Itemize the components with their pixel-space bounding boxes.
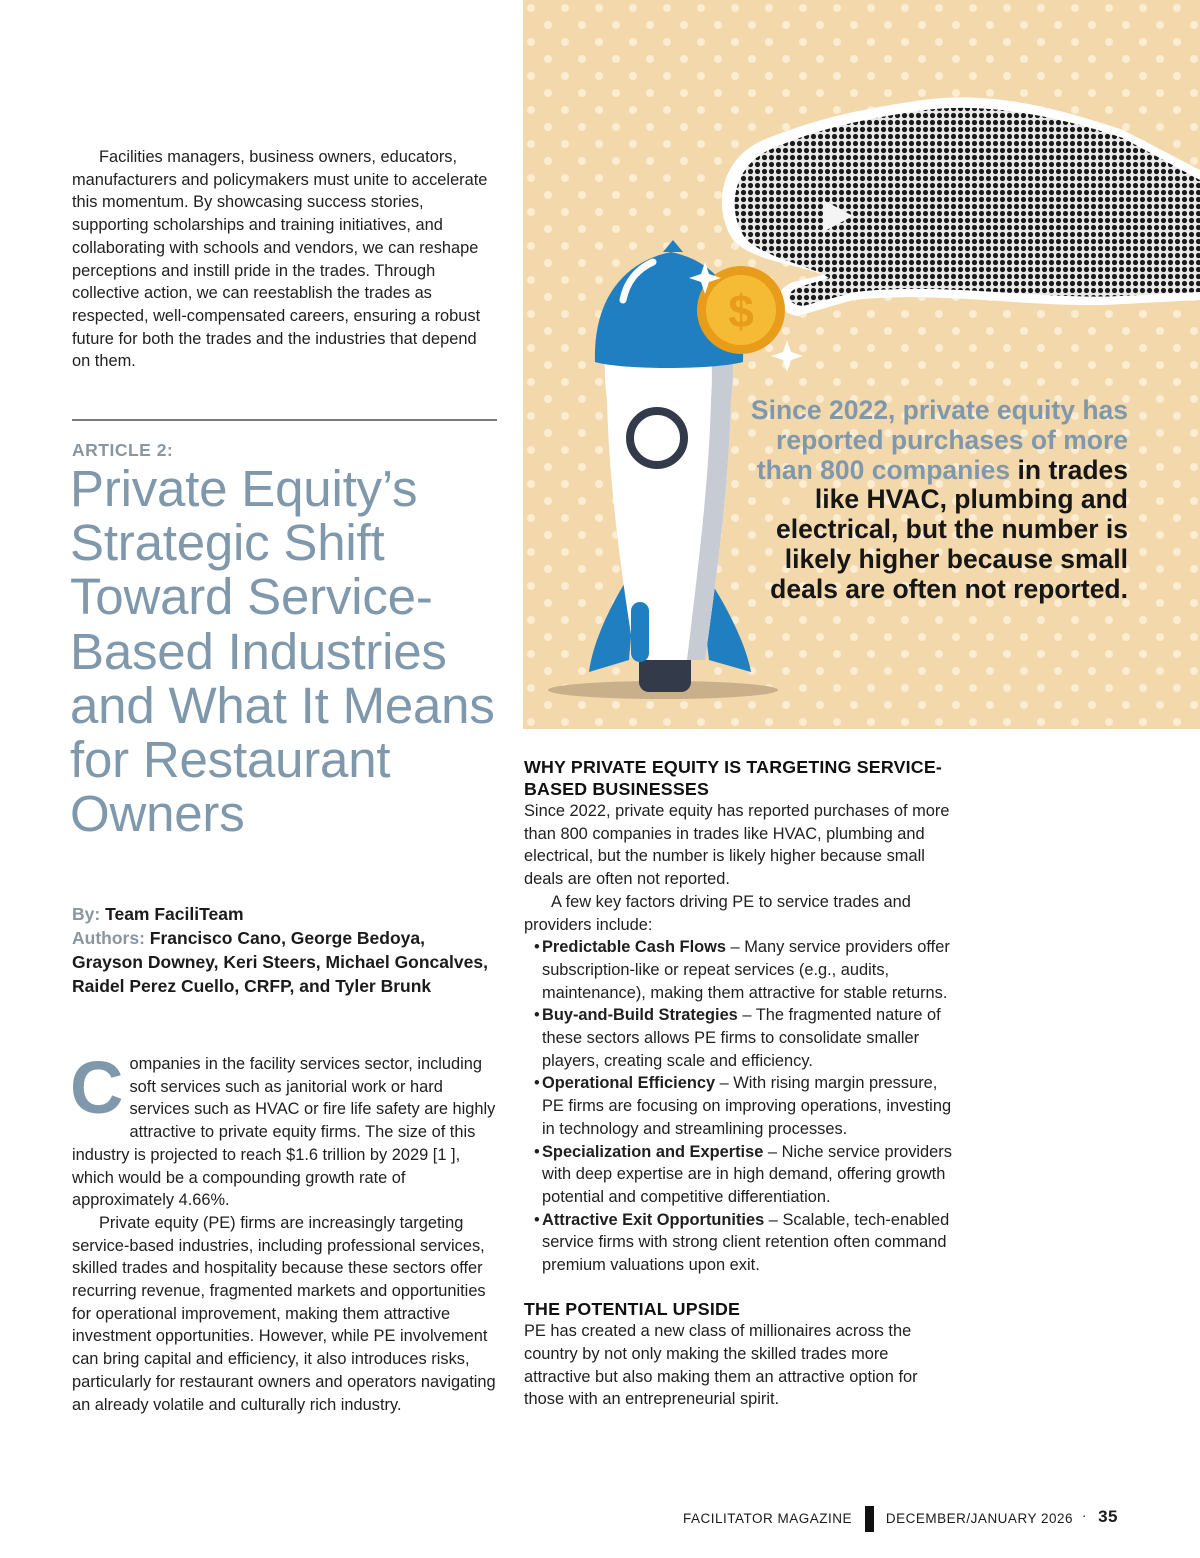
list-item-text: – Niche service providers with deep expertise are in high demand, offering growth potential and competitive differentiation. (542, 1142, 952, 1206)
pull-quote (728, 396, 1128, 605)
article-headline: Private Equity’s Strategic Shift Toward Service-Based Industries and What It Means for Restaurant Owners (70, 460, 495, 843)
byline-authors (72, 926, 497, 998)
article-paragraph-2: Private equity (PE) firms are increasingly targeting service-based industries, including professional services, skilled trades and hospitality because these sectors offer recurring revenue, fragmented markets and opportunities for operational improvement, making them attractive investment opportunities. However, while PE involvement can bring capital and efficiency, it also introduces risks, particularly for restaurant owners and operators navigating an already volatile and culturally rich industry. (72, 1213, 496, 1414)
section2-paragraph: PE has created a new class of millionaires across the country by not only making the skilled trades more attractive but also making them an attractive option for those with an entrepreneurial spirit. (524, 1322, 918, 1409)
article-body-left (70, 1046, 497, 1416)
article-kicker: ARTICLE 2: (72, 440, 174, 460)
pull-quote-text: in trades like HVAC, plumbing and electrical, but the number is likely higher because small deals are often not reported. (770, 454, 1128, 604)
list-item (534, 936, 954, 1004)
list-item-term: Buy-and-Build Strategies (542, 1006, 738, 1025)
pull-quote-highlight: Since 2022, private equity has reported purchases of more than 800 companies (750, 395, 1128, 485)
section-heading-why: WHY PRIVATE EQUITY IS TARGETING SERVICE-BASED BUSINESSES (524, 757, 943, 799)
page-number: 35 (1098, 1507, 1118, 1526)
hero-illustration (523, 0, 1200, 729)
footer-issue: DECEMBER/JANUARY 2026 (885, 1511, 1073, 1526)
list-item-text: – Many service providers offer subscription-like or repeat services (e.g., audits, maintenance), making them attractive for stable returns. (542, 938, 950, 1002)
list-item (534, 1141, 954, 1209)
byline-team (72, 902, 497, 926)
page-footer (0, 1504, 1120, 1534)
authors-label: Authors: (72, 928, 145, 948)
list-item-text: – Scalable, tech-enabled service firms with strong client retention often command premium valuations upon exit. (542, 1210, 950, 1275)
illustration-graphic (523, 0, 1200, 729)
byline (72, 902, 497, 998)
section-heading-upside: THE POTENTIAL UPSIDE (524, 1298, 741, 1319)
by-value: Team FaciliTeam (105, 904, 244, 924)
section1-paragraph-1: Since 2022, private equity has reported purchases of more than 800 companies in trades like HVAC, plumbing and electrical, but the number is likely higher because small deals are often not reported. (524, 802, 950, 889)
section1-paragraph-2: A few key factors driving PE to service trades and providers include: (524, 892, 911, 934)
drop-cap: C (70, 1046, 124, 1129)
article-body-right (524, 757, 954, 1411)
intro-paragraph: Facilities managers, business owners, educators, manufacturers and policymakers must unite to accelerate this momentum. By showcasing success stories, supporting scholarships and training initiatives, and collaborating with schools and vendors, we can reshape perceptions and instill pride in the trades. Through collective action, we can reestablish the trades as respected, well-compensated careers, ensuring a robust future for both the trades and the industries that depend on them. (72, 148, 488, 371)
list-item-term: Operational Efficiency (542, 1074, 716, 1093)
footer-divider-bar (865, 1506, 874, 1532)
footer-magazine: FACILITATOR MAGAZINE (682, 1511, 852, 1526)
by-label: By: (72, 904, 101, 924)
article-paragraph-1 (70, 1046, 497, 1212)
list-item (534, 1072, 954, 1140)
list-item-text: – With rising margin pressure, PE firms are focusing on improving operations, investing in technology and streamlining processes. (542, 1074, 952, 1138)
spacer (524, 1277, 954, 1299)
factors-list (534, 936, 954, 1277)
list-item (534, 1209, 954, 1277)
list-item-term: Specialization and Expertise (542, 1142, 764, 1161)
authors-value: Francisco Cano, George Bedoya, Grayson Downey, Keri Steers, Michael Goncalves, Raidel Perez Cuello, CRFP, and Tyler Brunk (72, 928, 488, 996)
article-paragraph-1-text: ompanies in the facility services sector, including soft services such as janitorial work or hard services such as HVAC or fire life safety are highly attractive to private equity firms. The size of this industry is projected to reach $1.6 trillion by 2029 [1 ], which would be a compounding growth rate of approximately 4.66%. (72, 1055, 496, 1210)
intro-section (72, 146, 497, 373)
list-item-term: Attractive Exit Opportunities (542, 1210, 765, 1229)
section-divider (72, 419, 497, 421)
list-item-text: – The fragmented nature of these sectors allows PE firms to consolidate smaller players, creating scale and efficiency. (542, 1006, 941, 1070)
coin-dollar-sign: $ (728, 285, 754, 337)
footer-separator: · (1081, 1507, 1087, 1523)
list-item (534, 1004, 954, 1072)
list-item-term: Predictable Cash Flows (542, 938, 726, 957)
